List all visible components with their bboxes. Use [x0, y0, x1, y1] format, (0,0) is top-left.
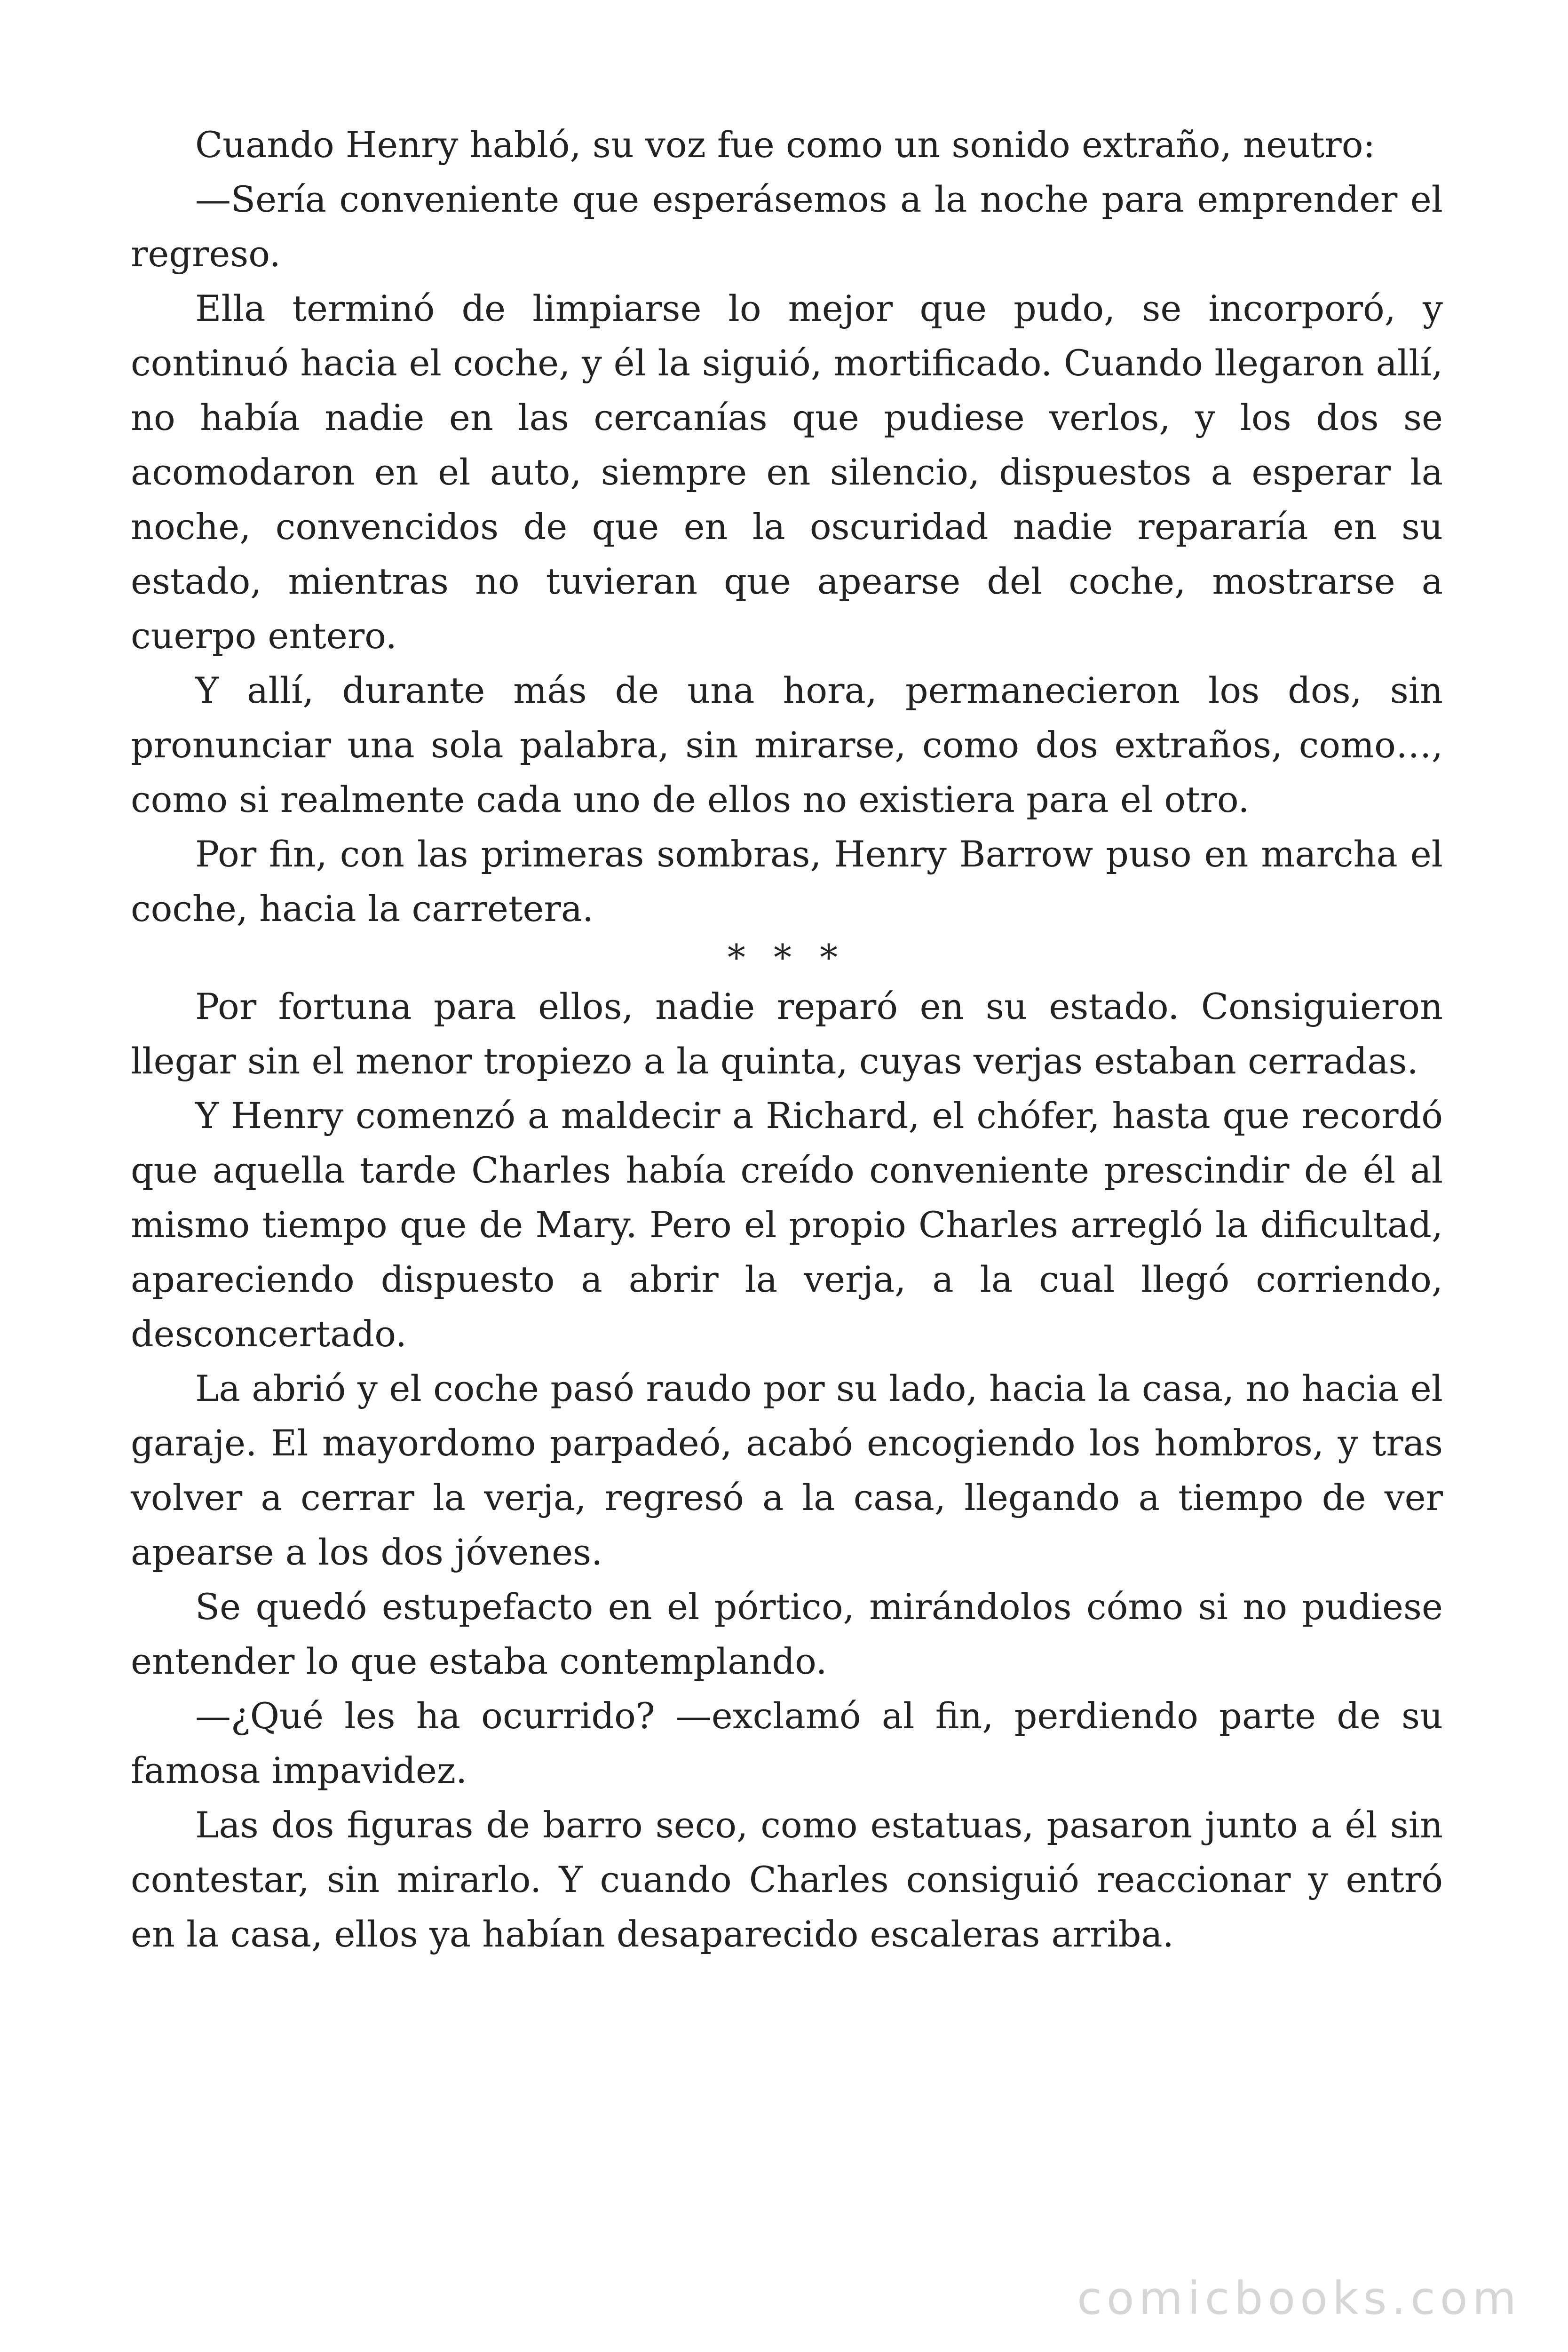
paragraph: —Sería conveniente que esperásemos a la noche para emprender el regreso.	[131, 178, 1443, 275]
paragraph: —¿Qué les ha ocurrido? —exclamó al fin, perdiendo parte de su famosa impavidez.	[131, 1695, 1443, 1791]
section-break: * * *	[727, 937, 847, 978]
paragraph: La abrió y el coche pasó raudo por su lado, hacia la casa, no hacia el garaje. El mayordomo parpadeó, acabó encogiendo los hombros, y tras volver a cerrar la verja, regresó a la casa, llegando a tiempo de ver apearse a los dos jóvenes.	[131, 1367, 1443, 1573]
paragraph: Se quedó estupefacto en el pórtico, mirándolos cómo si no pudiese entender lo que estaba contemplando.	[131, 1586, 1443, 1682]
paragraph: Las dos figuras de barro seco, como estatuas, pasaron junto a él sin contestar, sin mirarlo. Y cuando Charles consiguió reaccionar y entró en la casa, ellos ya habían desaparecido escaleras arriba.	[131, 1804, 1443, 1955]
paragraph: Cuando Henry habló, su voz fue como un sonido extraño, neutro:	[195, 124, 1376, 166]
paragraph: Por fin, con las primeras sombras, Henry Barrow puso en marcha el coche, hacia la carretera.	[131, 833, 1443, 930]
paragraph: Y Henry comenzó a maldecir a Richard, el chófer, hasta que recordó que aquella tarde Charles había creído conveniente prescindir de él al mismo tiempo que de Mary. Pero el propio Charles arregló la dificultad, apareciendo dispuesto a abrir la verja, a la cual llegó corriendo, desconcertado.	[131, 1095, 1443, 1355]
paragraph: Por fortuna para ellos, nadie reparó en su estado. Consiguieron llegar sin el menor tropiezo a la quinta, cuyas verjas estaban cerradas.	[131, 985, 1443, 1082]
watermark: comicbooks.com	[1077, 2272, 1521, 2325]
page-body-text	[131, 118, 1443, 1962]
paragraph: Y allí, durante más de una hora, permanecieron los dos, sin pronunciar una sola palabra, sin mirarse, como dos extraños, como…, como si realmente cada uno de ellos no existiera para el otro.	[131, 669, 1443, 820]
paragraph: Ella terminó de limpiarse lo mejor que pudo, se incorporó, y continuó hacia el coche, y él la siguió, mortificado. Cuando llegaron allí, no había nadie en las cercanías que pudiese verlos, y los dos se acomodaron en el auto, siempre en silencio, dispuestos a esperar la noche, convencidos de que en la oscuridad nadie repararía en su estado, mientras no tuvieran que apearse del coche, mostrarse a cuerpo entero.	[131, 287, 1443, 657]
